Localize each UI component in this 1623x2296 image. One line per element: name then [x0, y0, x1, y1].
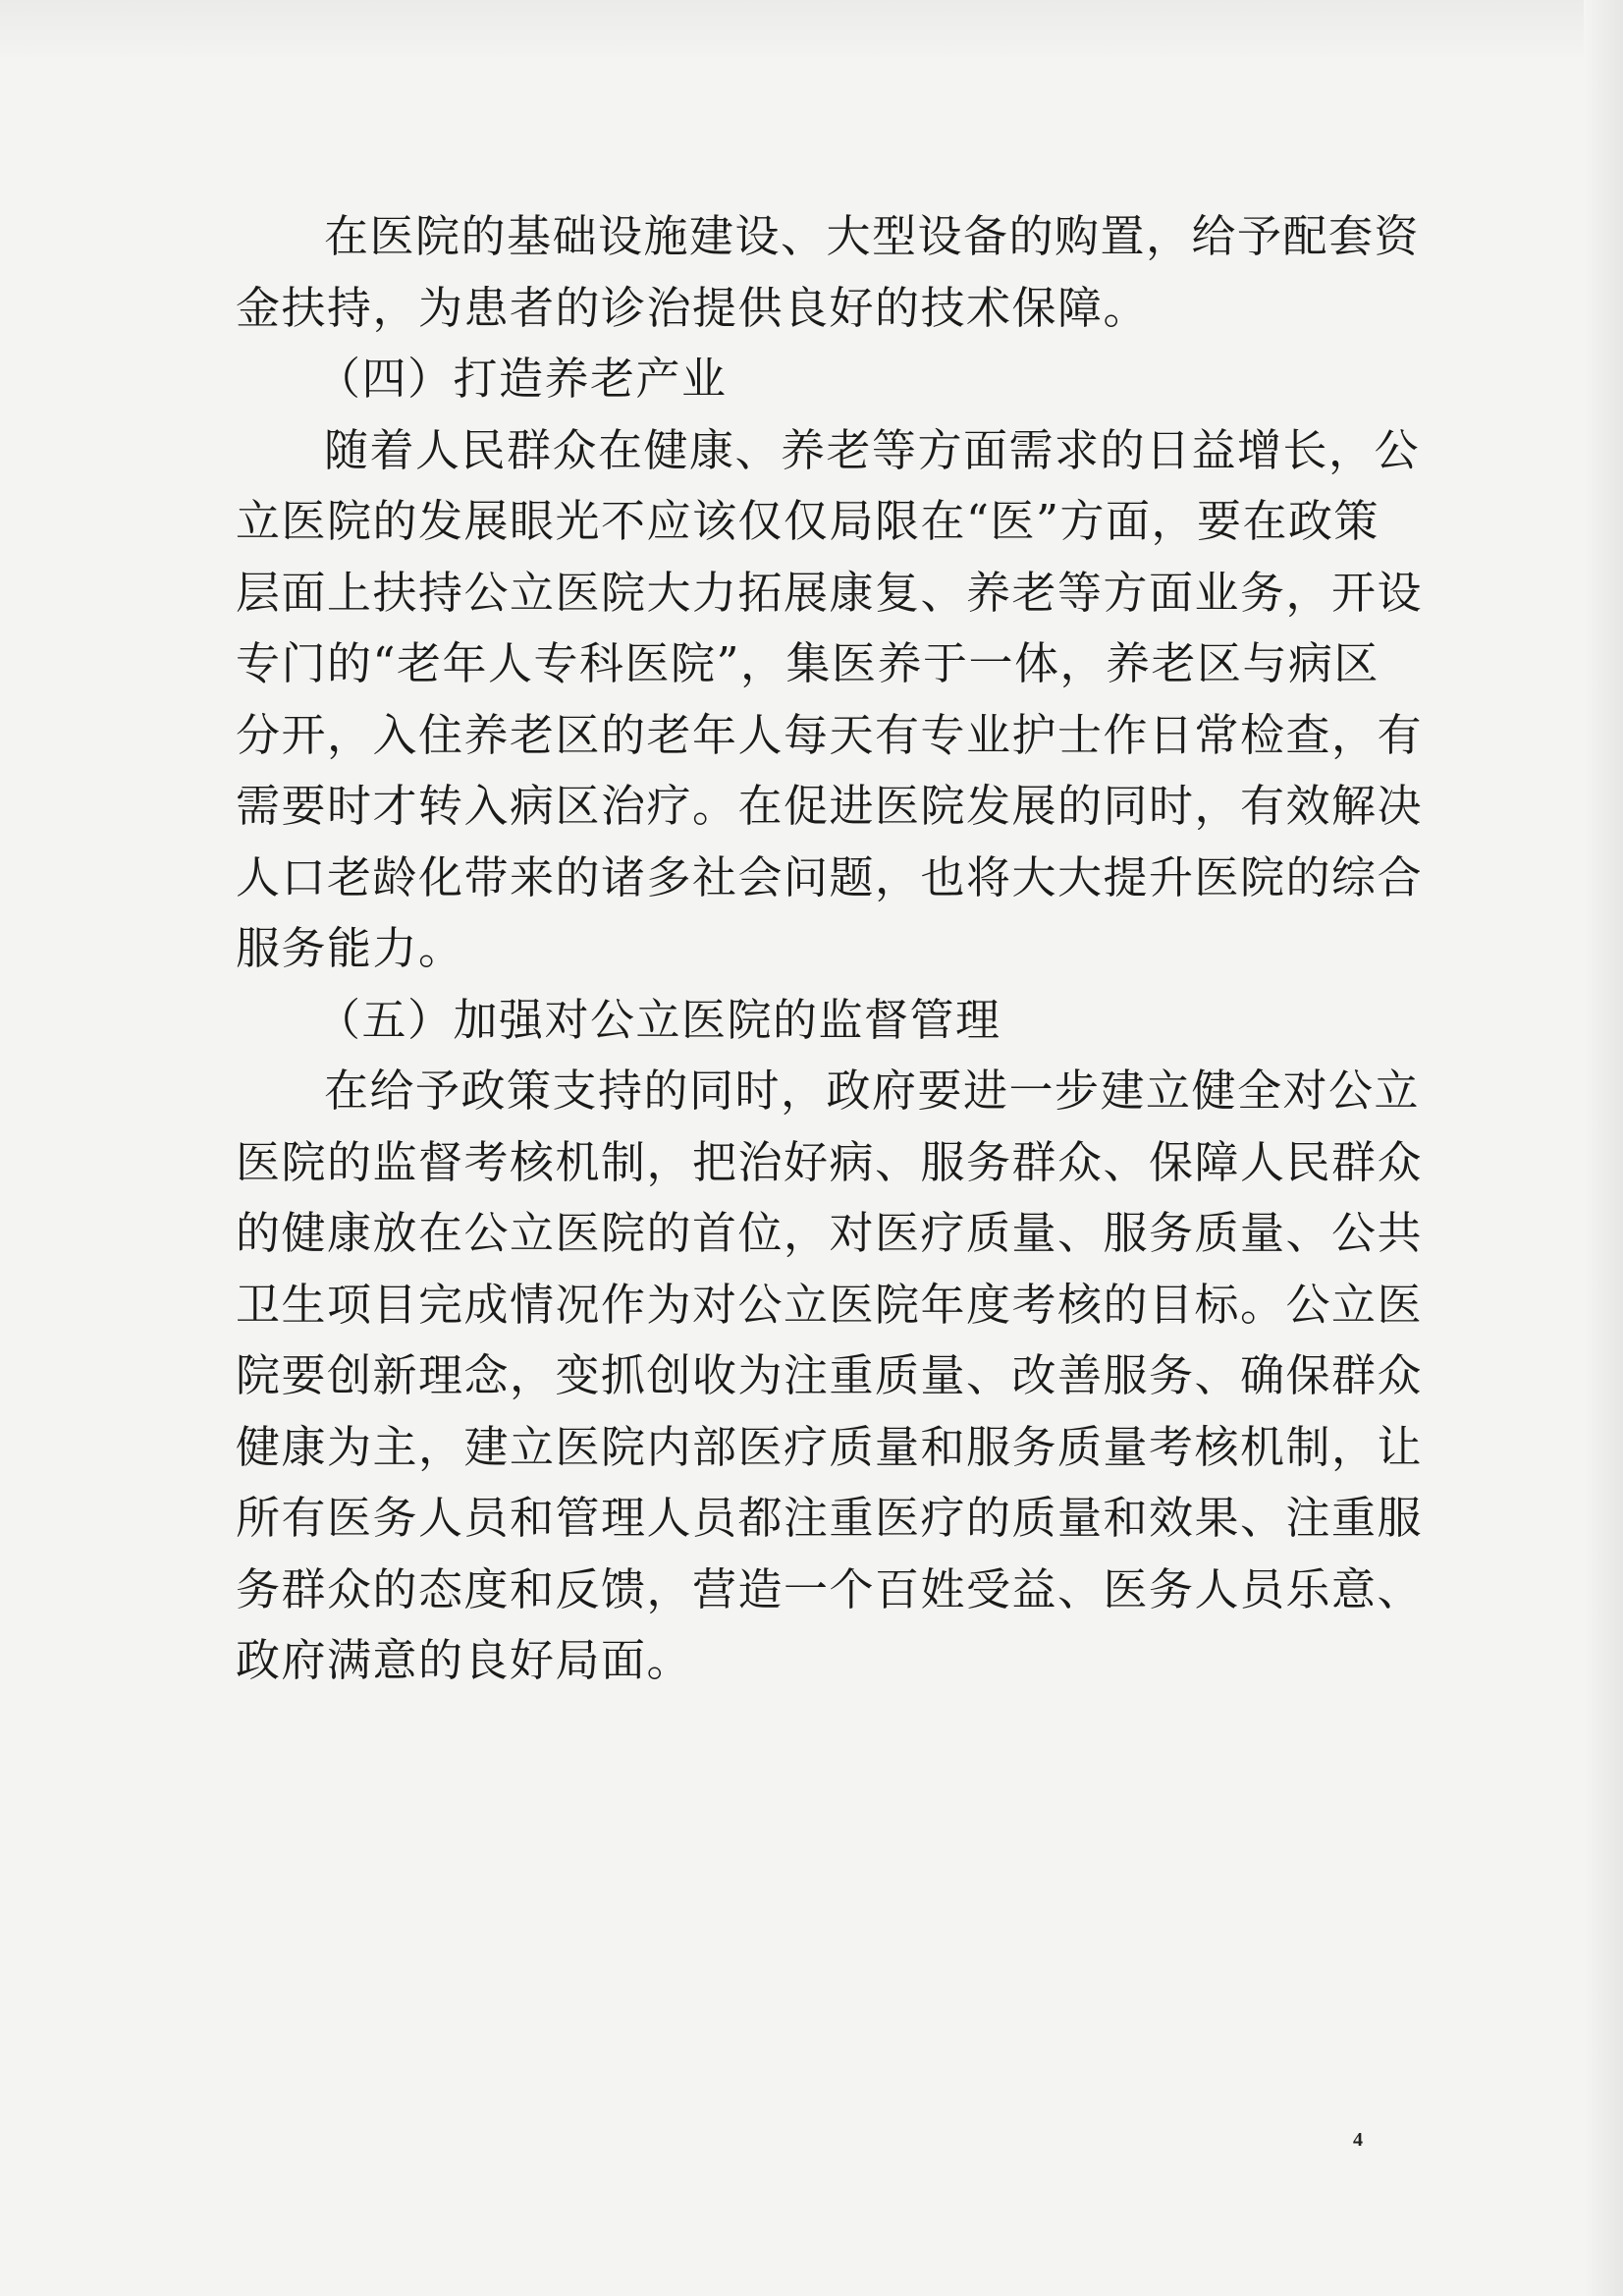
section-heading: （五）加强对公立医院的监督管理 [316, 993, 1001, 1046]
paragraph-line: 的健康放在公立医院的首位，对医疗质量、服务质量、公共 [236, 1207, 1424, 1259]
document-body [236, 201, 1424, 1697]
paragraph-line: 在医院的基础设施建设、大型设备的购置，给予配套资 [324, 210, 1421, 262]
paragraph-line: 专门的“老年人专科医院”，集医养于一体，养老区与病区 [236, 637, 1380, 689]
scan-edge-top [0, 0, 1623, 57]
paragraph-line: 卫生项目完成情况作为对公立医院年度考核的目标。公立医 [236, 1278, 1424, 1331]
section-heading: （四）打造养老产业 [316, 353, 728, 405]
paragraph-line: 层面上扶持公立医院大力拓展康复、养老等方面业务，开设 [236, 566, 1424, 619]
paragraph-line: 随着人民群众在健康、养老等方面需求的日益增长，公 [324, 423, 1421, 476]
paragraph-line: 在给予政策支持的同时，政府要进一步建立健全对公立 [324, 1065, 1421, 1117]
page-number: 4 [1353, 2129, 1363, 2151]
paragraph-line: 金扶持，为患者的诊治提供良好的技术保障。 [236, 281, 1150, 334]
paragraph-line: 分开，入住养老区的老年人每天有专业护士作日常检查，有 [236, 708, 1424, 761]
paragraph-line: 医院的监督考核机制，把治好病、服务群众、保障人民群众 [236, 1135, 1424, 1188]
paragraph-line: 健康为主，建立医院内部医疗质量和服务质量考核机制，让 [236, 1420, 1424, 1473]
paragraph-line: 需要时才转入病区治疗。在促进医院发展的同时，有效解决 [236, 780, 1424, 832]
paragraph-line: 所有医务人员和管理人员都注重医疗的质量和效果、注重服 [236, 1492, 1424, 1544]
paragraph-line: 政府满意的良好局面。 [236, 1634, 693, 1686]
paragraph-line: 务群众的态度和反馈，营造一个百姓受益、医务人员乐意、 [236, 1562, 1424, 1615]
paragraph-line: 人口老龄化带来的诸多社会问题，也将大大提升医院的综合 [236, 850, 1424, 903]
scan-edge-right [1584, 0, 1623, 2296]
paragraph-line: 院要创新理念，变抓创收为注重质量、改善服务、确保群众 [236, 1349, 1424, 1401]
paragraph-line: 立医院的发展眼光不应该仅仅局限在“医”方面，要在政策 [236, 495, 1380, 547]
paragraph-line: 服务能力。 [236, 922, 464, 974]
